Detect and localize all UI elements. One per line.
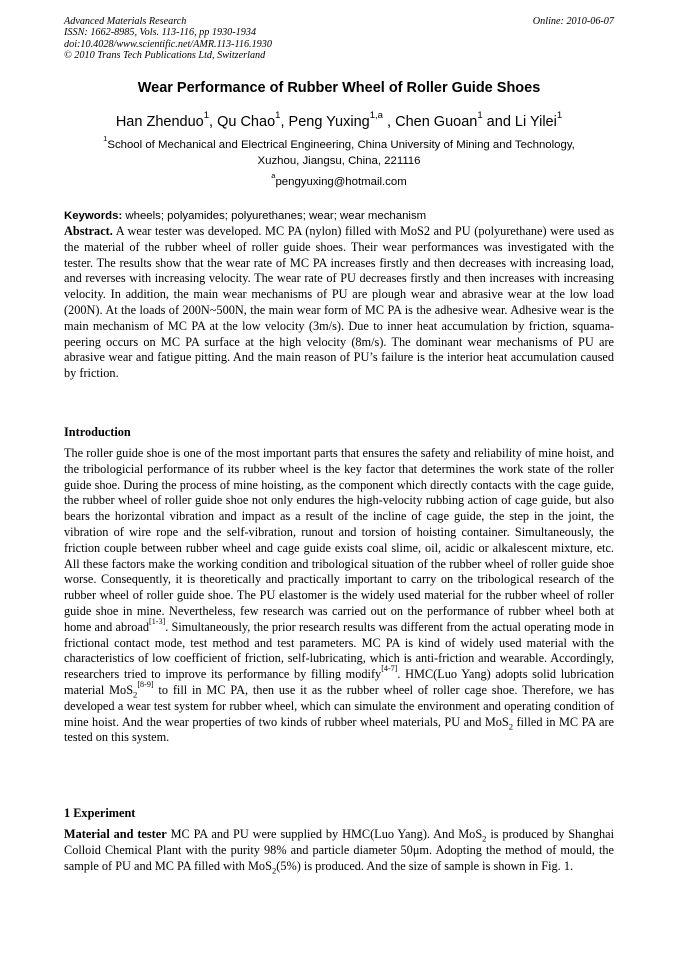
section-heading-introduction: Introduction: [64, 425, 131, 439]
author-name: Peng Yuxing: [288, 114, 370, 130]
intro-text: . Simultaneously, the prior research results was different from the actual operating mode in frictional contact mode, test method and test parameters. MC PA is kind of widely used material with the characteristics of low coefficient of friction, self-lubricating, which is anti-friction and wearable. Accordingly, researchers tried to improve its performance by filling modify: [64, 619, 614, 682]
chem-subscript: 2: [133, 689, 138, 700]
paper-title: Wear Performance of Rubber Wheel of Roller Guide Shoes: [137, 80, 541, 96]
author-name: Chen Guoan: [395, 114, 478, 130]
author-email[interactable]: [0, 171, 678, 188]
abstract-label: Abstract.: [64, 224, 113, 238]
abstract-text: A wear tester was developed. MC PA (nylon) filled with MoS2 and PU (polyurethane) were used as the material of the rubber wheel of roller guide shoes. Their wear performances was investigated with the tester. The results show that the wear rate of MC PA increases firstly and then decreases with increasing load, and reverses with increasing velocity. The wear rate of PU decreases firstly and then increases with increasing velocity. In addition, the main wear mechanisms of PU are plough wear and abrasive wear at the low load (200N). At the loads of 200N~500N, the main wear form of MC PA is the adhesive wear. Adhesive wear is the main mechanism of MC PA at the low velocity (3m/s). Due to inner heat accumulation by friction, squama-peering occurs on MC PA surface at the high velocity (8m/s). The dominant wear mechanisms of PU are abrasive wear and fatigue pitting. And the main reason of PU’s failure is the interior heat accumulation caused by friction.: [64, 224, 614, 381]
exp-text: MC PA and PU were supplied by HMC(Luo Yang). And MoS: [166, 827, 483, 841]
author-affil-sup: 1: [477, 109, 483, 121]
author-name: Qu Chao: [217, 114, 276, 130]
intro-text: filled in MC PA are tested on this system.: [64, 714, 614, 745]
author-affil-sup: 1: [275, 109, 281, 121]
affiliation-sup: 1: [103, 134, 108, 144]
abstract: [64, 224, 614, 382]
author-sep: ,: [209, 114, 218, 130]
chem-subscript: 2: [271, 865, 277, 876]
intro-text: The roller guide shoe is one of the most important parts that ensures the safety and reliability of mine hoist, and the tribologicial performance of its rubber wheel is the key factor that determines the work state of the roller guide shoe. During the process of mine hoisting, as the component which directly contacts with the cage guide, the rubber wheel of roller guide shoe not only endures the high-velocity rubbing action of cage guide, but also bears the horizontal vibration and impact as a result of the incline of cage guide, the step in the joint, the vibration of wire rope and the self-vibration, runout and torsion of hoisting container. Simultaneously, the friction couple between rubber wheel and cage guide exists coal slime, oil, acidic or alkalescent mixture, etc. All these factors make the working condition and tribological situation of the rubber wheel of roller guide shoe worse. Consequently, it is theoretically and practically important to carry on the tribological research of the rubber wheel of roller guide shoe. The PU elastomer is the widely used material for the rubber wheel of roller guide shoe in mine. Nevertheless, few research was carried out on the performance of rubber wheel both at home and abroad: [64, 446, 614, 634]
introduction-paragraph: [64, 446, 614, 746]
author-list: [0, 109, 678, 130]
experiment-paragraph: [64, 827, 614, 874]
author-affil-sup: 1: [556, 109, 563, 121]
chem-subscript: 2: [508, 721, 514, 731]
affiliation: [60, 134, 618, 169]
chem-subscript: 2: [482, 833, 487, 844]
citation[interactable]: [8-9]: [137, 679, 154, 689]
doi-line[interactable]: doi:10.4028/www.scientific.net/AMR.113-116.1930: [64, 38, 272, 50]
affiliation-line: School of Mechanical and Electrical Engineering, China University of Mining and Technology,: [107, 139, 575, 151]
copyright-line: © 2010 Trans Tech Publications Ltd, Switzerland: [64, 50, 266, 62]
affiliation-line: Xuzhou, Jiangsu, China, 221116: [257, 154, 421, 167]
email-address[interactable]: pengyuxing@hotmail.com: [275, 176, 407, 188]
author-sep: ,: [383, 114, 396, 130]
author-sep: and: [482, 114, 515, 130]
subsection-label: Material and tester: [64, 827, 167, 841]
keywords-text: wheels; polyamides; polyurethanes; wear; wear mechanism: [122, 210, 427, 222]
author-affil-sup: 1,a: [369, 109, 383, 121]
author-sep: ,: [280, 114, 289, 130]
citation[interactable]: [4-7]: [381, 664, 398, 674]
journal-header: [64, 16, 272, 62]
exp-text: (5%) is produced. And the size of sample is shown in Fig. 1.: [276, 858, 574, 873]
exp-text: is produced by Shanghai Colloid Chemical Plant with the purity 98% and particle diameter 50μm. Adopting the method of mould, the sample of PU and MC PA filled with MoS: [64, 827, 614, 873]
section-heading-experiment: 1 Experiment: [64, 806, 136, 820]
email-sup: a: [271, 171, 276, 181]
online-date: Online: 2010-06-07: [532, 16, 614, 27]
intro-text: to fill in MC PA, then use it as the rubber wheel of roller cage shoe. Therefore, we has developed a wear test system for rubber wheel, which can simulate the environment and operating condition of mine hoist. And the wear properties of two kinds of rubber wheel materials, PU and MoS: [64, 682, 614, 729]
author-name: Han Zhenduo: [115, 114, 204, 130]
author-name: Li Yilei: [514, 114, 557, 130]
author-affil-sup: 1: [203, 109, 210, 121]
citation[interactable]: [1-3]: [149, 616, 166, 626]
keywords: [64, 210, 614, 222]
journal-name: Advanced Materials Research: [64, 16, 187, 27]
keywords-label: Keywords:: [64, 210, 123, 222]
issn-line: ISSN: 1662-8985, Vols. 113-116, pp 1930-1934: [64, 27, 257, 39]
intro-text: . HMC(Luo Yang) adopts solid lubrication material MoS: [64, 667, 614, 697]
